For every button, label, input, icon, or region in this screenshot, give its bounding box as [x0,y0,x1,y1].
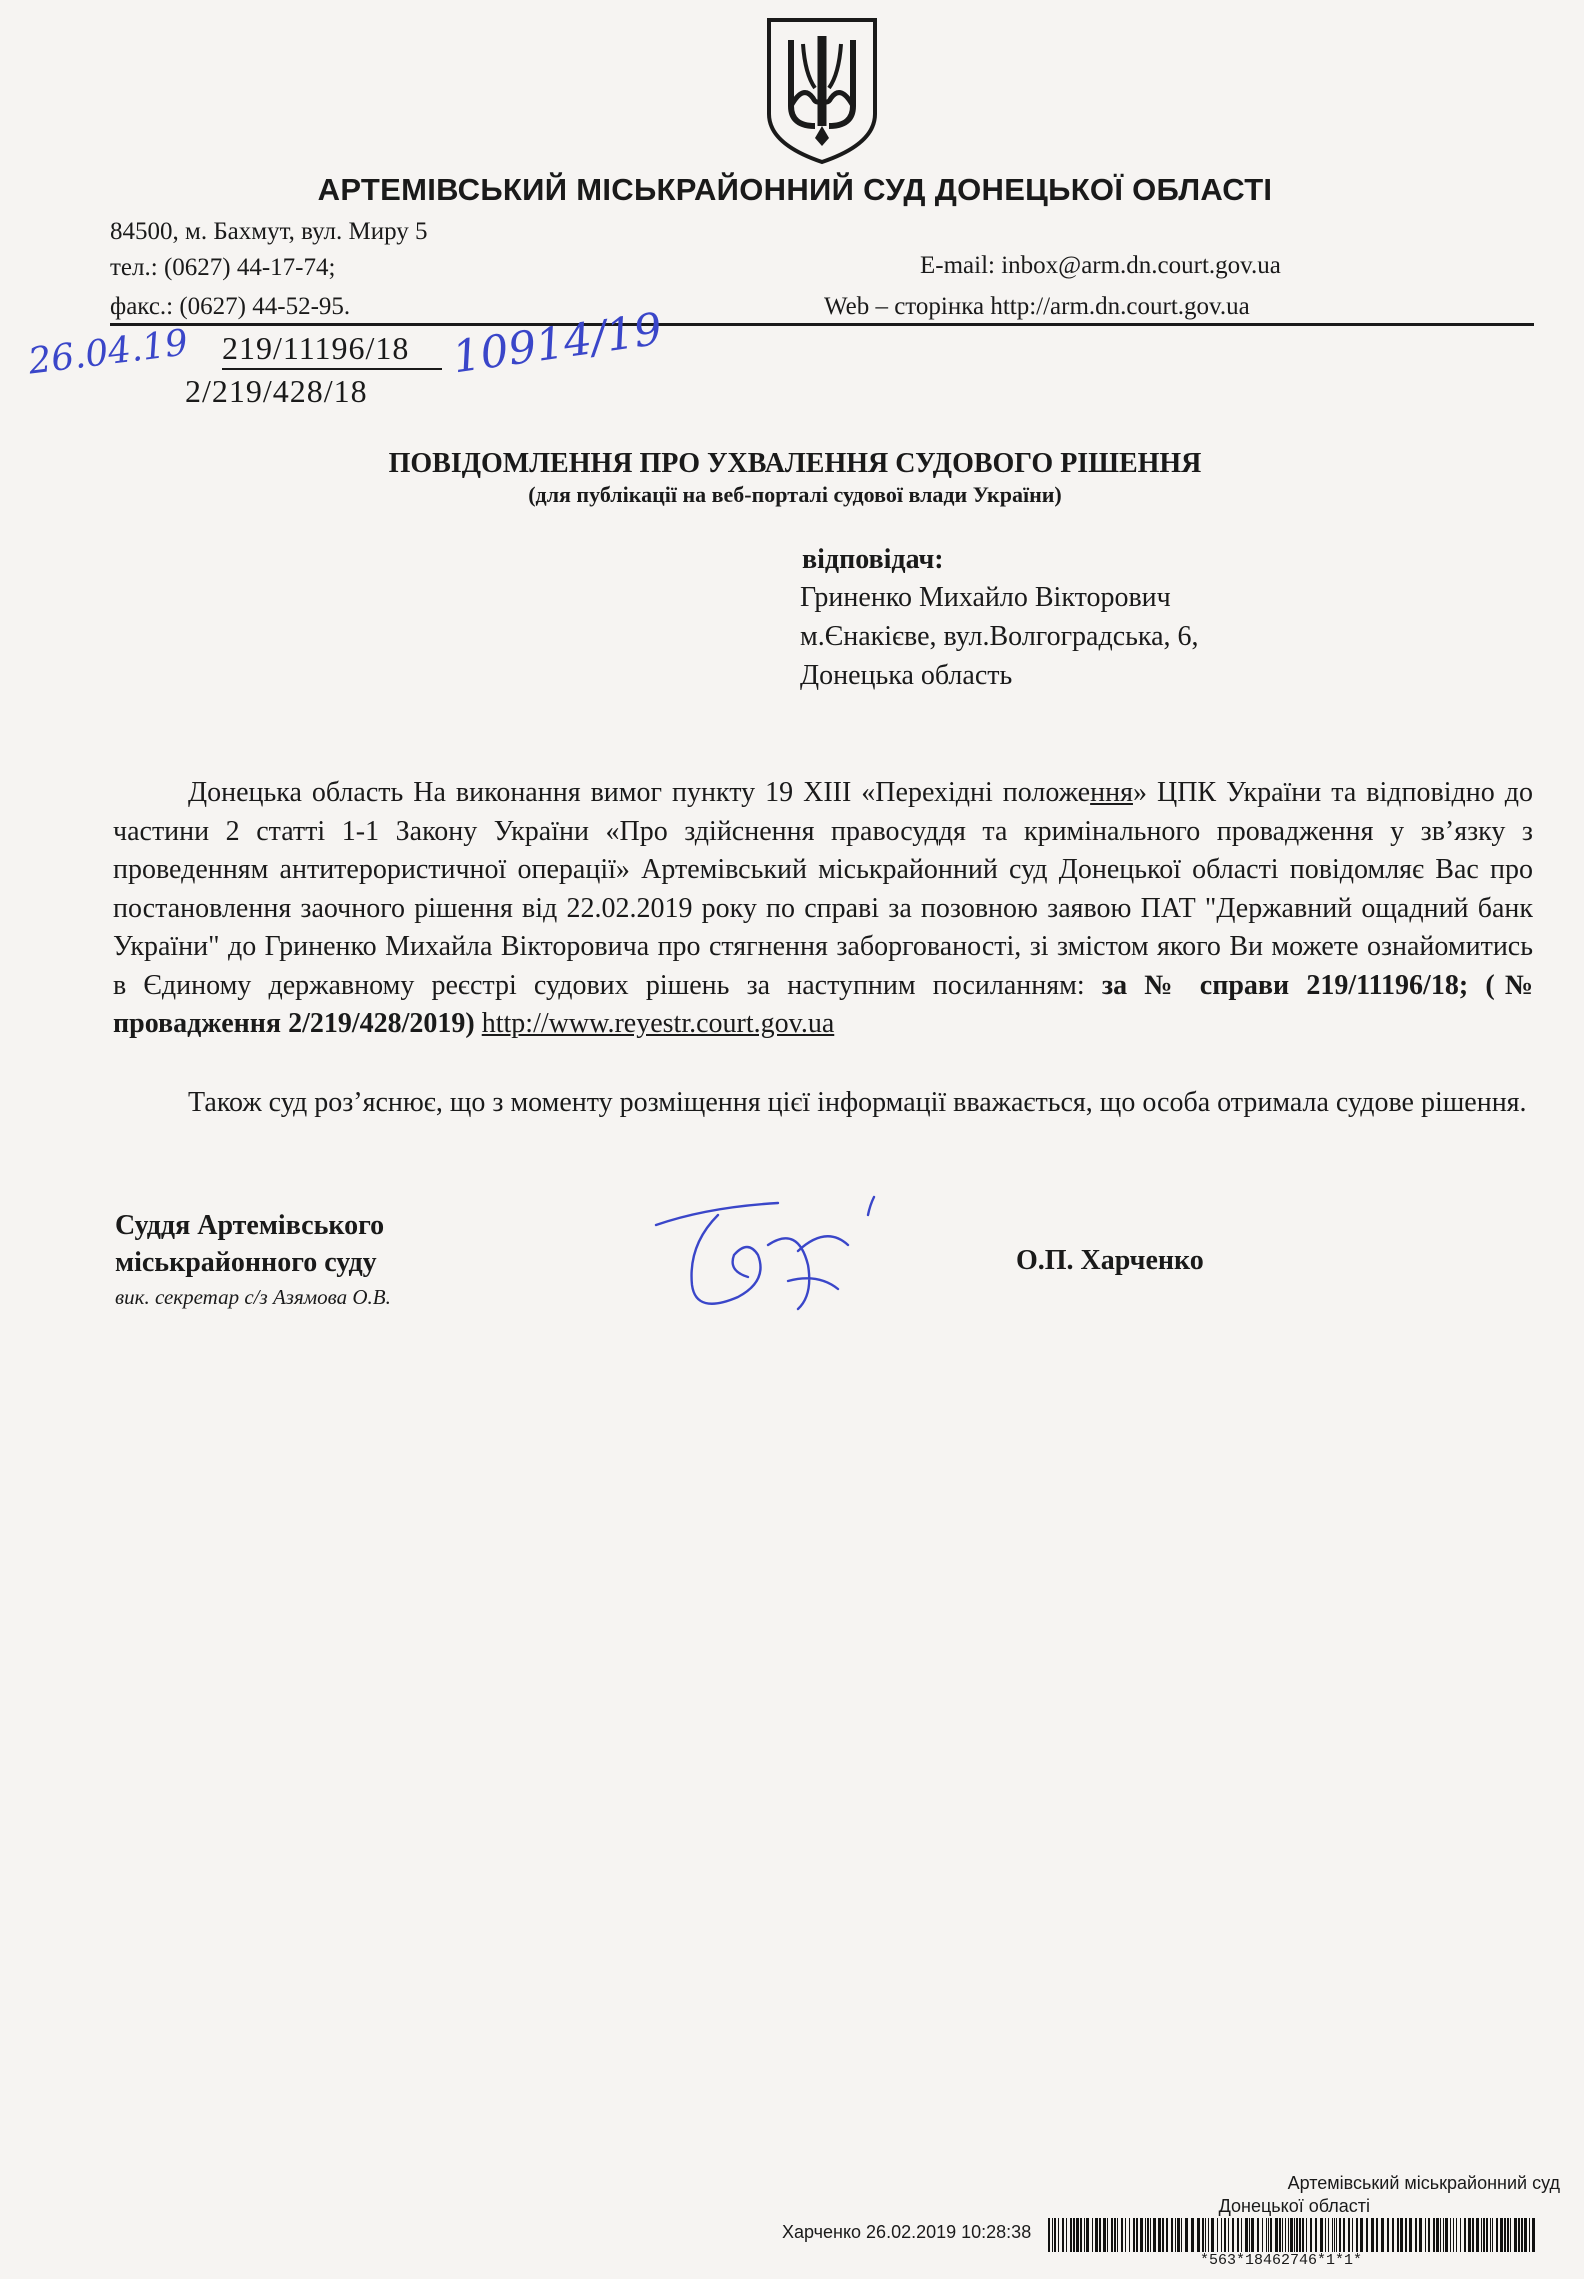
addressee-label: відповідач: [802,544,944,575]
case-reference: за № справи 219/11196/18; (№ провадження 2/219/428/2019) [113,969,1533,1039]
barcode-bar [1086,2218,1089,2252]
barcode-bar [1224,2218,1226,2252]
barcode-bar [1415,2218,1417,2252]
barcode-bar [1356,2218,1358,2252]
barcode-bar [1153,2218,1156,2252]
barcode-bar [1121,2218,1123,2252]
secretary-note: вик. секретар с/з Азямова О.В. [115,1285,391,1309]
barcode-bar [1073,2218,1075,2252]
barcode-bar [1251,2218,1254,2252]
barcode [1048,2218,1538,2252]
barcode-bar [1202,2218,1204,2252]
handwritten-date: 26.04.19 [26,322,191,383]
barcode-bar [1066,2218,1067,2252]
barcode-bar [1175,2218,1176,2252]
proceeding-number: 2/219/428/18 [185,373,368,409]
barcode-bar [1103,2218,1106,2252]
barcode-bar [1114,2218,1116,2252]
barcode-bar [1332,2218,1333,2252]
barcode-bar [1162,2218,1164,2252]
barcode-bar [1310,2218,1312,2252]
barcode-bar [1460,2218,1461,2252]
barcode-bar [1521,2218,1523,2252]
barcode-bar [1343,2218,1345,2252]
barcode-bar [1453,2218,1454,2252]
notice-title: ПОВІДОМЛЕННЯ ПРО УХВАЛЕННЯ СУДОВОГО РІШЕННЯ [388,448,1202,479]
barcode-bar [1054,2218,1056,2252]
barcode-bar [1339,2218,1341,2252]
barcode-bar [1099,2218,1101,2252]
barcode-bar [1492,2218,1493,2252]
barcode-bar [1166,2218,1168,2252]
barcode-bar [1125,2218,1126,2252]
barcode-bar [1129,2218,1130,2252]
court-email: E-mail: inbox@arm.dn.court.gov.ua [920,252,1281,279]
barcode-bar [1507,2218,1509,2252]
barcode-bar [1510,2218,1511,2252]
handwritten-signature [648,1185,898,1325]
barcode-bar [1062,2218,1064,2252]
barcode-bar [1397,2218,1399,2252]
barcode-bar [1133,2218,1135,2252]
notice-subtitle: (для публікації на веб-порталі судової влади України) [528,482,1062,507]
barcode-bar [1464,2218,1466,2252]
barcode-bar [1360,2218,1363,2252]
barcode-bar [1147,2218,1149,2252]
court-fax: факс.: (0627) 44-52-95. [110,293,351,320]
barcode-bar [1456,2218,1457,2252]
barcode-bar [1080,2218,1082,2252]
court-address: 84500, м. Бахмут, вул. Миру 5 [110,218,428,245]
barcode-bar [1208,2218,1209,2252]
barcode-bar [1518,2218,1520,2252]
addressee-street: м.Єнакієве, вул.Волгоградська, 6, [800,621,1199,652]
barcode-bar [1205,2218,1206,2252]
barcode-bar [1285,2218,1286,2252]
stamp-signer-datetime: Харченко 26.02.2019 10:28:38 [782,2222,1032,2242]
barcode-bar [1052,2218,1053,2252]
barcode-bar [1095,2218,1098,2252]
barcode-bar [1306,2218,1307,2252]
barcode-bar [1392,2218,1394,2252]
registry-link[interactable]: http://www.reyestr.court.gov.ua [481,1008,835,1039]
coat-of-arms-icon [763,14,881,166]
header-divider [110,323,1534,326]
clarification-text: Також суд роз’яснює, що з моменту розміщення цієї інформації вважається, що особа отримала судове рішення. [188,1087,1527,1118]
barcode-bar [1268,2218,1269,2252]
barcode-bar [1290,2218,1293,2252]
barcode-bar [1371,2218,1374,2252]
barcode-bar [1058,2218,1059,2252]
case-number: 219/11196/18 [222,330,410,366]
barcode-bar [1428,2218,1430,2252]
barcode-bar [1352,2218,1353,2252]
barcode-bar [1048,2218,1050,2252]
notice-clarification-paragraph [113,1084,1533,1123]
barcode-bar [1445,2218,1448,2252]
barcode-bar [1181,2218,1182,2252]
barcode-bar [1279,2218,1281,2252]
barcode-bar [1150,2218,1151,2252]
barcode-bar [1107,2218,1108,2252]
barcode-bar [1185,2218,1188,2252]
addressee-region: Донецька область [800,660,1013,691]
barcode-bar [1476,2218,1479,2252]
barcode-bar [1472,2218,1474,2252]
body-text: » ЦПК України та відповідно до частини 2 статті 1-1 Закону України «Про здійснення правосуддя та кримінального провадження у зв’язку з проведенням антитерористичної операції» Артемівський міськрайонний суд Донецької області повідомляє Вас про постановлення заочного рішення від 22.02.2019 року по справі за позовною заявою ПАТ "Державний ощадний банк України" до Гриненко Михайла Вікторовича про стягнення заборгованості, зі змістом якого Ви можете ознайомитись в Єдиному державному реєстрі судових рішень за наступним посиланням: [113,777,1533,1001]
barcode-bar [1136,2218,1138,2252]
barcode-bar [1266,2218,1267,2252]
body-text-underlined: ння [1090,777,1133,808]
barcode-bar [1320,2218,1323,2252]
barcode-bar [1409,2218,1412,2252]
barcode-bar [1177,2218,1180,2252]
barcode-bar [1211,2218,1214,2252]
barcode-bar [1275,2218,1278,2252]
barcode-bar [1117,2218,1118,2252]
barcode-bar [1302,2218,1304,2252]
barcode-bar [1140,2218,1143,2252]
barcode-bar [1262,2218,1263,2252]
barcode-bar [1221,2218,1222,2252]
barcode-bar [1425,2218,1426,2252]
barcode-bar [1348,2218,1350,2252]
barcode-bar [1496,2218,1498,2252]
court-name: АРТЕМІВСЬКИЙ МІСЬКРАЙОННИЙ СУД ДОНЕЦЬКОЇ ОБЛАСТІ [317,172,1273,207]
stamp-court-line2: Донецької області [1218,2196,1370,2216]
barcode-bar [1328,2218,1329,2252]
notice-body-paragraph [113,774,1533,1044]
barcode-bar [1171,2218,1173,2252]
barcode-bar [1296,2218,1298,2252]
addressee-name: Гриненко Михайло Вікторович [800,582,1171,613]
barcode-bar [1191,2218,1194,2252]
barcode-bar [1514,2218,1517,2252]
judge-role-line2: міськрайонного суду [115,1247,377,1278]
barcode-bar [1490,2218,1491,2252]
barcode-bar [1529,2218,1530,2252]
barcode-bar [1483,2218,1485,2252]
barcode-bar [1294,2218,1295,2252]
barcode-bar [1468,2218,1471,2252]
barcode-text: *563*18462746*1*1* [1200,2252,1363,2269]
barcode-bar [1376,2218,1378,2252]
judge-name: О.П. Харченко [1016,1245,1204,1276]
barcode-bar [1282,2218,1283,2252]
barcode-bar [1145,2218,1146,2252]
barcode-bar [1299,2218,1301,2252]
judge-role-line1: Суддя Артемівського [115,1210,385,1241]
barcode-bar [1270,2218,1272,2252]
barcode-bar [1237,2218,1239,2252]
court-website: Web – сторінка http://arm.dn.court.gov.ua [824,293,1250,320]
barcode-bar [1500,2218,1503,2252]
barcode-bar [1245,2218,1248,2252]
case-number-underline [222,368,442,370]
barcode-bar [1481,2218,1482,2252]
body-text: Донецька область На виконання вимог пункту 19 XIII «Перехідні положе [188,777,1091,808]
barcode-bar [1076,2218,1079,2252]
barcode-bar [1381,2218,1384,2252]
barcode-bar [1249,2218,1250,2252]
barcode-bar [1440,2218,1441,2252]
barcode-bar [1486,2218,1488,2252]
barcode-bar [1197,2218,1200,2252]
barcode-bar [1504,2218,1506,2252]
barcode-bar [1366,2218,1368,2252]
barcode-bar [1092,2218,1093,2252]
barcode-bar [1070,2218,1072,2252]
barcode-bar [1232,2218,1234,2252]
barcode-bar [1228,2218,1229,2252]
barcode-bar [1217,2218,1218,2252]
barcode-bar [1443,2218,1444,2252]
barcode-bar [1325,2218,1326,2252]
barcode-bar [1111,2218,1113,2252]
barcode-bar [1241,2218,1242,2252]
barcode-bar [1084,2218,1085,2252]
barcode-bar [1532,2218,1535,2252]
barcode-bar [1436,2218,1439,2252]
barcode-bar [1257,2218,1259,2252]
barcode-bar [1288,2218,1289,2252]
barcode-bar [1433,2218,1435,2252]
handwritten-outgoing-number: 10914/19 [449,303,666,384]
barcode-bar [1158,2218,1161,2252]
barcode-bar [1334,2218,1335,2252]
barcode-bar [1524,2218,1527,2252]
barcode-bar [1405,2218,1407,2252]
barcode-bar [1336,2218,1337,2252]
court-phone: тел.: (0627) 44-17-74; [110,254,336,281]
barcode-bar [1400,2218,1403,2252]
barcode-bar [1387,2218,1389,2252]
stamp-court-line1: Артемівський міськрайонний суд [1287,2173,1560,2193]
barcode-bar [1450,2218,1451,2252]
barcode-bar [1419,2218,1422,2252]
barcode-bar [1315,2218,1317,2252]
